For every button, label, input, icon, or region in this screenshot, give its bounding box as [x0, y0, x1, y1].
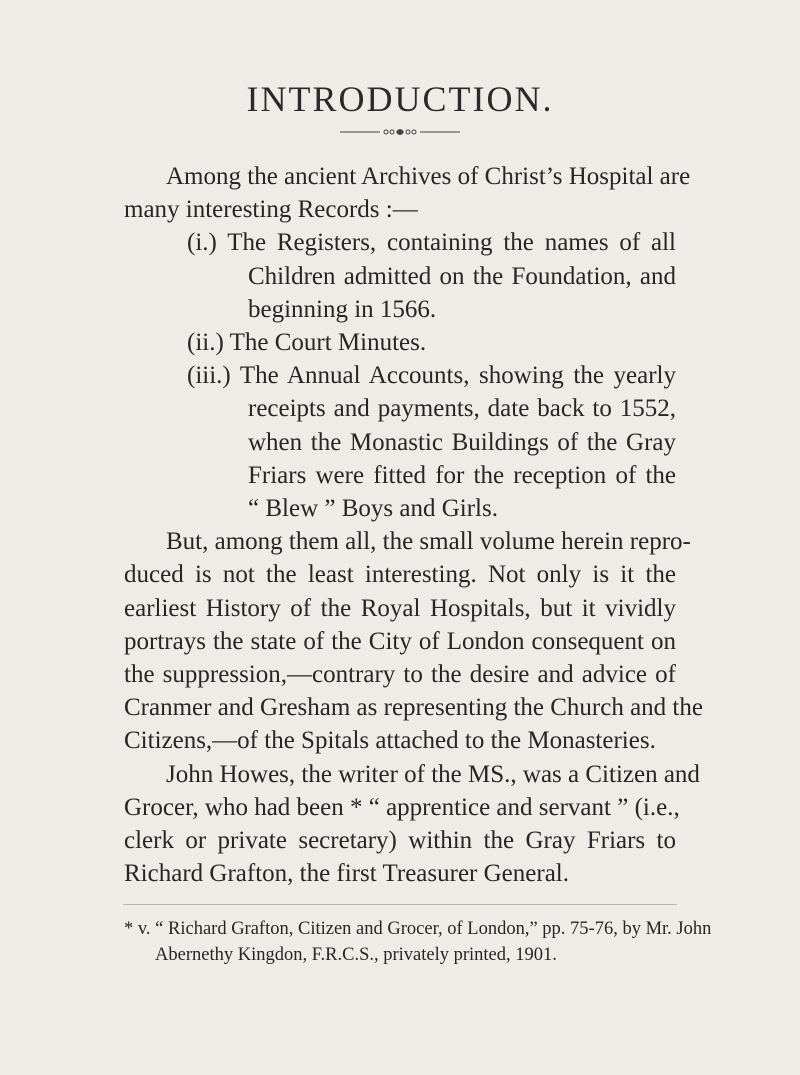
paragraph-start: But, among them all, the small volume herein repro-: [166, 528, 691, 556]
text-line: earliest History of the Royal Hospitals, but it vividly: [124, 594, 676, 622]
text-line: Friars were fitted for the reception of the: [248, 461, 676, 489]
text-line: Citizens,—of the Spitals attached to the Monasteries.: [124, 727, 656, 755]
list-item-court-minutes: (ii.) The Court Minutes.: [187, 329, 427, 356]
list-item-accounts: (iii.) The Annual Accounts, showing the yearly: [187, 362, 676, 390]
text-line: receipts and payments, date back to 1552,: [248, 395, 676, 423]
list-item-registers: (i.) The Registers, containing the names of all: [187, 229, 676, 257]
text-line: the suppression,—contrary to the desire and advice of: [124, 661, 676, 688]
text-line: when the Monastic Buildings of the Gray: [248, 428, 676, 456]
footnote-line: * v. “ Richard Grafton, Citizen and Grocer, of London,” pp. 75-76, by Mr. John: [124, 919, 712, 940]
text-line: beginning in 1566.: [248, 295, 437, 323]
paragraph-start: Among the ancient Archives of Christ’s Hospital are: [166, 163, 691, 190]
paragraph-start: John Howes, the writer of the MS., was a Citizen and: [166, 760, 700, 788]
footnote-divider: [123, 904, 677, 905]
text-line: clerk or private secretary) within the Gray Friars to: [124, 827, 676, 854]
text-line: Grocer, who had been * “ apprentice and servant ” (i.e.,: [124, 793, 680, 821]
text-line: many interesting Records :—: [124, 196, 418, 224]
text-line: “ Blew ” Boys and Girls.: [248, 495, 498, 522]
text-line: Richard Grafton, the first Treasurer General.: [124, 860, 569, 888]
footnote-line: Abernethy Kingdon, F.R.C.S., privately printed, 1901.: [155, 945, 557, 966]
text-line: Cranmer and Gresham as representing the Church and the: [124, 694, 703, 722]
text-line: portrays the state of the City of London consequent on: [124, 627, 676, 655]
decorative-ornament: [340, 126, 460, 138]
page-title: INTRODUCTION.: [246, 79, 554, 119]
text-line: Children admitted on the Foundation, and: [248, 262, 676, 290]
text-line: duced is not the least interesting. Not only is it the: [124, 561, 676, 589]
